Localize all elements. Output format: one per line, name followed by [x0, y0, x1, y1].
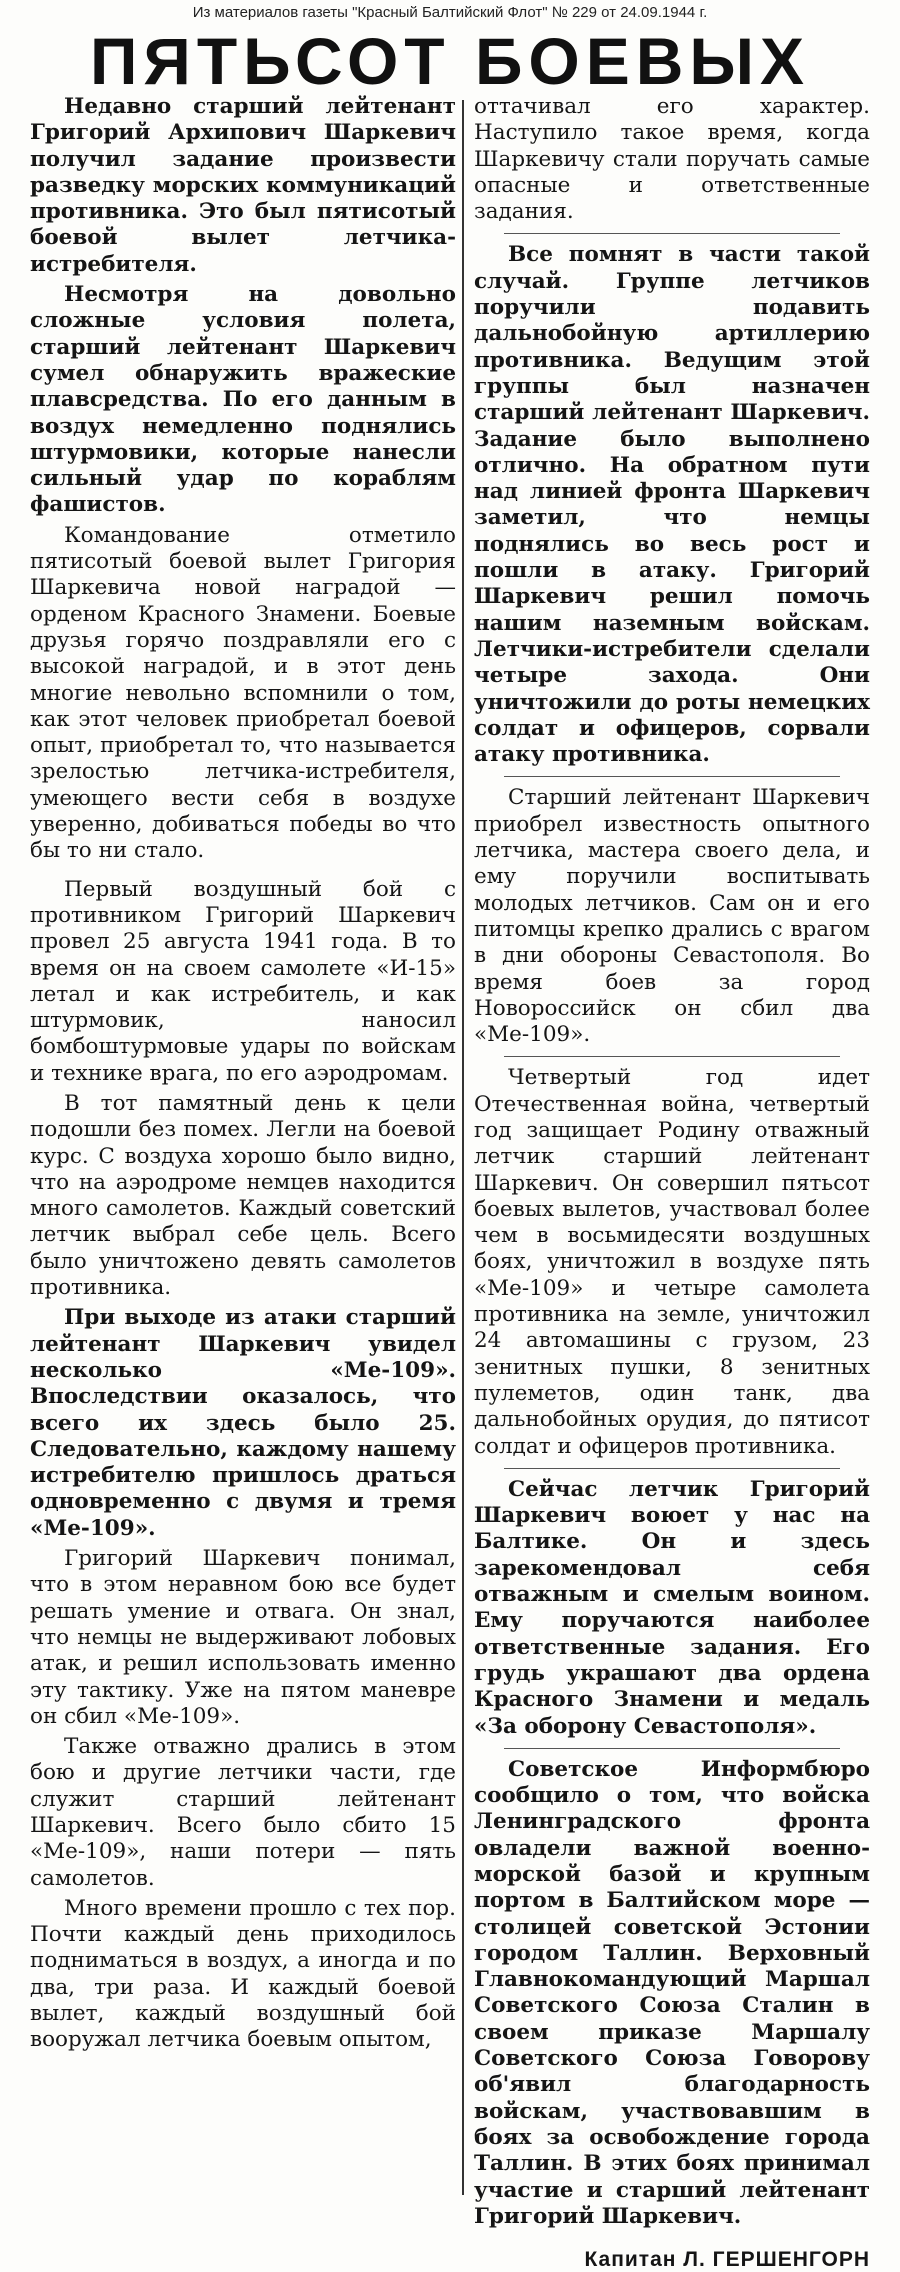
paragraph: Старший лейтенант Шаркевич приобрел известность опытного летчика, мастера своего дела, и ему поручили воспитывать молодых летчиков. Сам он и его питомцы крепко дрались с врагом в дни обороны Севастополя. Во время боев за город Новороссийск он сбил два «Ме-109».: [474, 785, 870, 1048]
source-note: Из материалов газеты "Красный Балтийский Флот" № 229 от 24.09.1944 г.: [192, 4, 708, 21]
paragraph: Несмотря на довольно сложные условия полета, старший лейтенант Шаркевич сумел обнаружить вражеские плавсредства. По его данным в воздух немедленно поднялись штурмовики, которые нанесли сильный удар по кораблям фашистов.: [30, 282, 456, 518]
separator-line: [504, 1468, 840, 1469]
separator-line: [504, 1748, 840, 1749]
paragraph: Много времени прошло с тех пор. Почти каждый день приходилось подниматься в воздух, а иногда и по два, три раза. И каждый боевой вылет, каждый воздушный бой вооружал летчика боевым опытом,: [30, 1895, 456, 2053]
paragraph: Недавно старший лейтенант Григорий Архипович Шаркевич получил задание произвести разведку морских коммуникаций противника. Это был пятисотый боевой вылет летчика-истребителя.: [30, 94, 456, 277]
author-signature: Капитан Л. ГЕРШЕНГОРН: [584, 2248, 870, 2272]
left-column: [30, 94, 456, 2058]
paragraph: оттачивал его характер. Наступило такое время, когда Шаркевичу стали поручать самые опасные и ответственные задания.: [474, 94, 870, 225]
separator-line: [504, 233, 840, 234]
column-divider: [462, 100, 464, 2195]
paragraph: Первый воздушный бой с противником Григорий Шаркевич провел 25 августа 1941 года. В то время он на своем самолете «И-15» летал и как истребитель, и как штурмовик, наносил бомбоштурмовые удары по войскам и технике врага, по его аэродромам.: [30, 876, 456, 1086]
right-column: [474, 94, 870, 2272]
paragraph: Григорий Шаркевич понимал, что в этом неравном бою все будет решать умение и отвага. Он знал, что немцы не выдерживают лобовых атак, и решил использовать именно эту тактику. Уже на пятом маневре он сбил «Ме-109».: [30, 1546, 456, 1729]
article-headline: ПЯТЬСОТ БОЕВЫХ: [89, 24, 811, 98]
paragraph: В тот памятный день к цели подошли без помех. Легли на боевой курс. С воздуха хорошо было видно, что на аэродроме немцев находится много самолетов. Каждый советский летчик выбрал себе цель. Всего было уничтожено девять самолетов противника.: [30, 1090, 456, 1301]
paragraph: При выходе из атаки старший лейтенант Шаркевич увидел несколько «Ме-109». Впоследствии оказалось, что всего их здесь было 25. Следовательно, каждому нашему истребителю пришлось драться одновременно с двумя и тремя «Ме-109».: [30, 1305, 456, 1541]
paragraph: Все помнят в части такой случай. Группе летчиков поручили подавить дальнобойную артиллерию противника. Ведущим этой группы был назначен старший лейтенант Шаркевич. Задание было выполнено отлично. На обратном пути над линией фронта Шаркевич заметил, что немцы поднялись во весь рост и пошли в атаку. Григорий Шаркевич решил помочь нашим наземным войскам. Летчики-истребители сделали четыре захода. Они уничтожили до роты немецких солдат и офицеров, сорвали атаку противника.: [474, 242, 870, 768]
paragraph: Сейчас летчик Григорий Шаркевич воюет у нас на Балтике. Он и здесь зарекомендовал себя отважным и смелым воином. Ему поручаются наиболее ответственные задания. Его грудь украшают два ордена Красного Знамени и медаль «За оборону Севастополя».: [474, 1476, 870, 1739]
paragraph: Также отважно дрались в этом бою и другие летчики части, где служит старший лейтенант Шаркевич. Всего было сбито 15 «Ме-109», наши потери — пять самолетов.: [30, 1734, 456, 1891]
separator-line: [504, 776, 840, 777]
paragraph: Командование отметило пятисотый боевой вылет Григория Шаркевича новой наградой — орденом Красного Знамени. Боевые друзья горячо поздравляли его с высокой наградой, и в этот день многие невольно вспомнили о том, как этот человек приобретал боевой опыт, приобретал то, что называется зрелостью летчика-истребителя, умеющего вести себя в воздухе уверенно, добиваться победы во что бы то ни стало.: [30, 522, 456, 864]
paragraph: Советское Информбюро сообщило о том, что войска Ленинградского фронта овладели важной военно-морской базой и крупным портом в Балтийском море — столицей советской Эстонии городом Таллин. Верховный Главнокомандующий Маршал Советского Союза Сталин в своем приказе Маршалу Советского Союза Говорову об'явил благодарность войскам, участвовавшим в боях за освобождение города Таллин. В этих боях принимал участие и старший лейтенант Григорий Шаркевич.: [474, 1756, 870, 2229]
separator-line: [504, 1056, 840, 1057]
paragraph: Четвертый год идет Отечественная война, четвертый год защищает Родину отважный летчик старший лейтенант Шаркевич. Он совершил пятьсот боевых вылетов, участвовал более чем в восьмидесяти воздушных боях, уничтожил в воздухе пять «Ме-109» и четыре самолета противника на земле, уничтожил 24 автомашины с грузом, 23 зенитных пушки, 8 зенитных пулеметов, один танк, два дальнобойных орудия, до пятисот солдат и офицеров противника.: [474, 1065, 870, 1459]
